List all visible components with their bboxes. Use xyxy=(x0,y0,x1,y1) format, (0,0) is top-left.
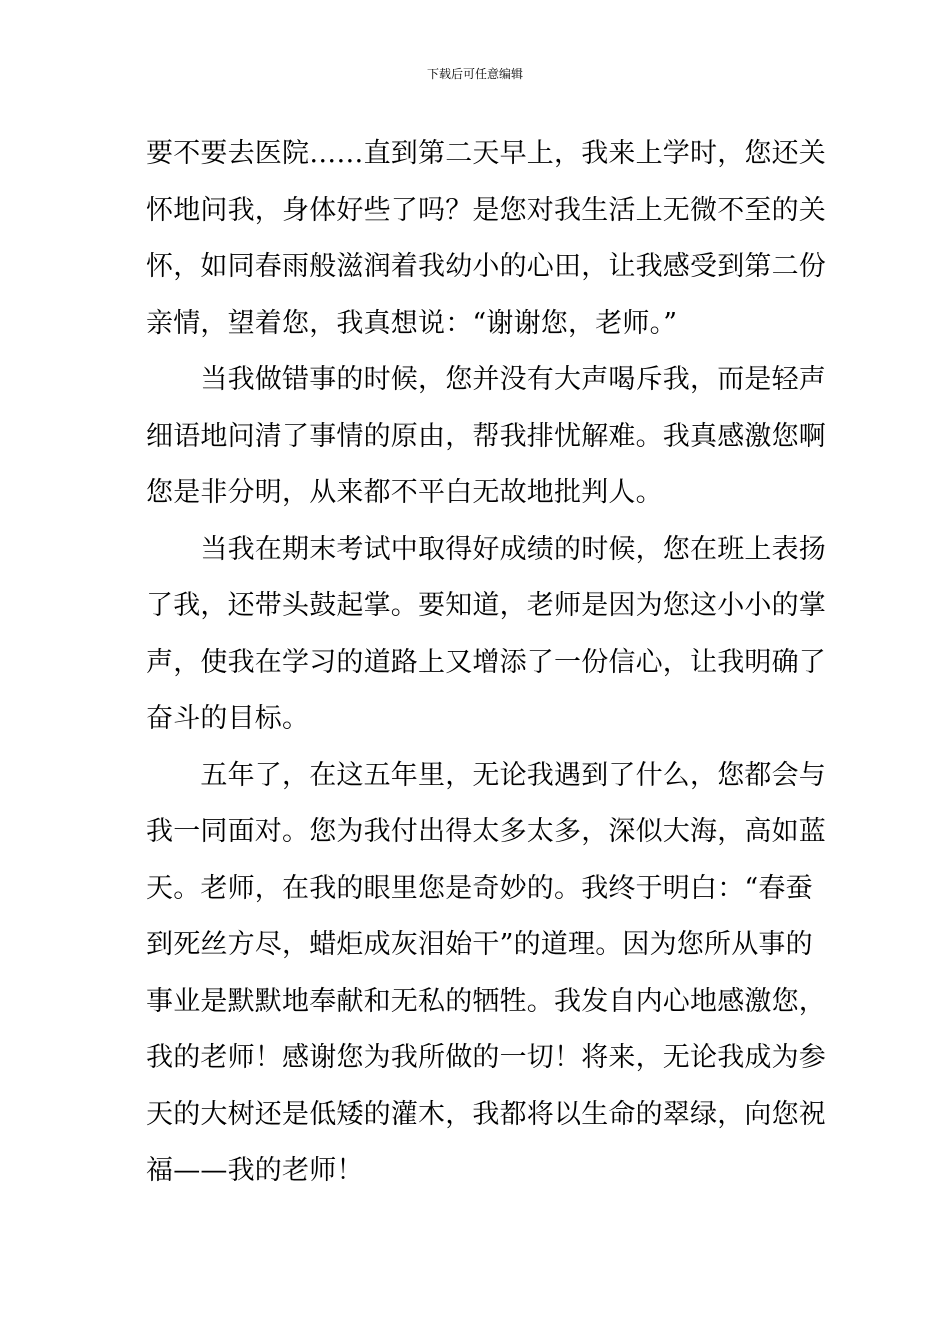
text-line: 奋斗的目标。 xyxy=(146,703,310,734)
text-line: 福——我的老师！ xyxy=(146,1155,364,1186)
text-line: 我一同面对。您为我付出得太多太多，深似大海，高如蓝 xyxy=(146,816,826,847)
text-line: 怀地问我，身体好些了吗？是您对我生活上无微不至的关 xyxy=(146,194,826,226)
text-line: 亲情，望着您，我真想说：“谢谢您，老师。” xyxy=(146,307,678,339)
text-line: 了我，还带头鼓起掌。要知道，老师是因为您这小小的掌 xyxy=(146,590,826,621)
text-line: 天。老师，在我的眼里您是奇妙的。我终于明白：“春蚕 xyxy=(146,872,813,904)
document-body xyxy=(146,126,826,1200)
text-line: 事业是默默地奉献和无私的牺牲。我发自内心地感激您， xyxy=(146,985,826,1017)
text-line: 怀，如同春雨般滋润着我幼小的心田，让我感受到第二份 xyxy=(146,251,826,282)
text-line: 您是非分明，从来都不平白无故地批判人。 xyxy=(146,477,663,508)
text-line: 我的老师！感谢您为我所做的一切！将来，无论我成为参 xyxy=(146,1042,826,1073)
text-line: 天的大树还是低矮的灌木，我都将以生命的翠绿，向您祝 xyxy=(146,1098,826,1130)
text-line: 五年了，在这五年里，无论我遇到了什么，您都会与 xyxy=(146,759,826,791)
text-line: 细语地问清了事情的原由，帮我排忧解难。我真感激您啊 xyxy=(146,420,826,452)
text-line: 当我在期末考试中取得好成绩的时候，您在班上表扬 xyxy=(146,533,826,565)
text-line: 当我做错事的时候，您并没有大声喝斥我，而是轻声 xyxy=(146,364,826,395)
text-line: 到死丝方尽，蜡炬成灰泪始干”的道理。因为您所从事的 xyxy=(146,929,813,960)
text-line: 声，使我在学习的道路上又增添了一份信心，让我明确了 xyxy=(146,646,826,678)
text-line: 要不要去医院……直到第二天早上，我来上学时，您还关 xyxy=(146,138,826,169)
page-header: 下载后可任意编辑 xyxy=(426,67,523,81)
